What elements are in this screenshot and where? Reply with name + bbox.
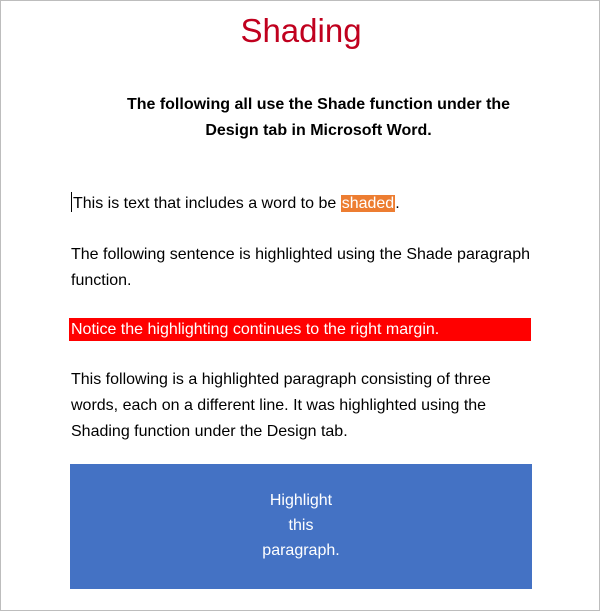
box-line: Highlight: [269, 492, 333, 509]
shaded-line[interactable]: [69, 318, 531, 341]
page-title: Shading: [240, 12, 362, 49]
shaded-line-text: Notice the highlighting continues to the right margin.: [71, 321, 440, 338]
box-line: this: [288, 517, 314, 534]
text-cursor: [71, 192, 72, 212]
paragraph-shaded-word[interactable]: [71, 191, 533, 217]
shaded-word: shaded: [341, 195, 395, 212]
paragraph-description[interactable]: This following is a highlighted paragraph consisting of three words, each on a different line. It was highlighted using the Shading function under the Design tab.: [71, 371, 491, 440]
subtitle: The following all use the Shade function under the Design tab in Microsoft Word.: [126, 96, 511, 139]
paragraph-intro-shade[interactable]: The following sentence is highlighted using the Shade paragraph function.: [71, 246, 530, 289]
box-line: paragraph.: [262, 542, 340, 559]
paragraph-text-before: This is text that includes a word to be: [73, 195, 341, 212]
paragraph-text-after: .: [395, 195, 400, 212]
shaded-paragraph-box[interactable]: [70, 464, 532, 589]
